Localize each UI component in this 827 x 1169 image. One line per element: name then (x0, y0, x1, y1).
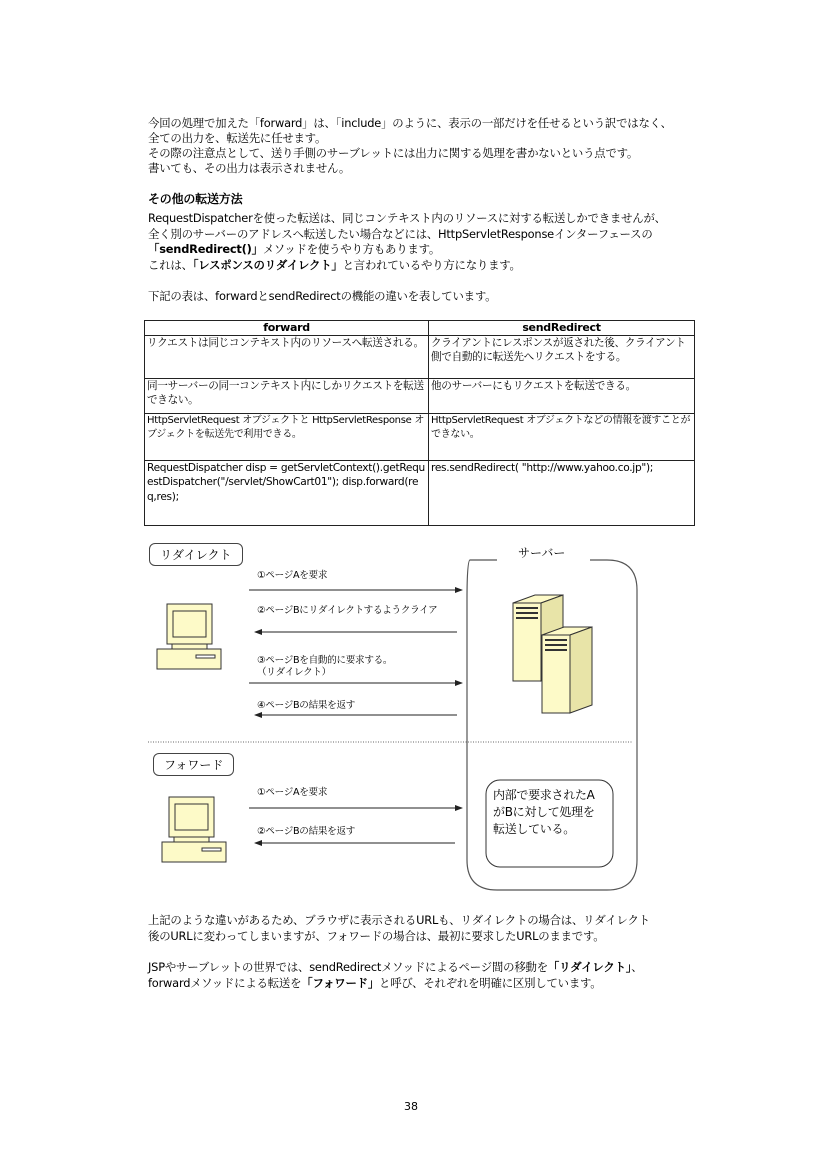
internal-note-line-2: がBに対して処理を (493, 805, 595, 819)
redirect-label: リダイレクト (149, 543, 243, 566)
redirect-step-4: ④ページBの結果を返す (257, 700, 356, 711)
table-cell: RequestDispatcher disp = getServletContext().getRequestDispatcher("/servlet/ShowCart01"); disp.forward(req,res); (145, 461, 429, 526)
send-redirect-emphasis: 「sendRedirect()」 (148, 242, 263, 256)
section-line-4: これは、「レスポンスのリダイレクト」と言われているやり方になります。 (148, 258, 521, 272)
redirect-step-2: ②ページBにリダイレクトするようクライア (257, 605, 438, 616)
response-redirect-emphasis: 「レスポンスのリダイレクト」 (192, 258, 343, 272)
intro-line-3: その際の注意点として、送り手側のサーブレットには出力に関する処理を書かないという点です。 (148, 146, 639, 160)
redirect-step-3-note: （リダイレクト） (257, 667, 331, 678)
computer-icon (157, 604, 221, 669)
table-cell: HttpServletRequest オブジェクトなどの情報を渡すことができない。 (429, 414, 695, 461)
page-number: 38 (404, 1100, 418, 1113)
header-send-redirect: sendRedirect (429, 321, 695, 336)
table-cell: HttpServletRequest オブジェクトと HttpServletResponse オブジェクトを転送先で利用できる。 (145, 414, 429, 461)
table-cell: クライアントにレスポンスが返された後、クライアント側で自動的に転送先へリクエストをする。 (429, 336, 695, 379)
header-forward: forward (145, 321, 429, 336)
intro-line-1: 今回の処理で加えた「forward」は、「include」のように、表示の一部だけを任せるという訳ではなく、 (148, 116, 672, 130)
table-cell: 同一サーバーの同一コンテキスト内にしかリクエストを転送できない。 (145, 379, 429, 414)
forward-emphasis: 「フォワード」 (301, 976, 380, 990)
table-cell: 他のサーバーにもリクエストを転送できる。 (429, 379, 695, 414)
server-title: サーバー (512, 544, 571, 561)
server-icon (513, 595, 592, 713)
conclusion-line-3: JSPやサーブレットの世界では、sendRedirectメソッドによるページ間の移動を「リダイレクト」、 (148, 960, 643, 974)
section-line-3: 「sendRedirect()」メソッドを使うやり方もあります。 (148, 242, 441, 256)
forward-label: フォワード (153, 753, 234, 776)
intro-line-2: 全ての出力を、転送先に任せます。 (148, 131, 327, 145)
redirect-step-3: ③ページBを自動的に要求する。 (257, 655, 393, 666)
internal-note-line-1: 内部で要求されたA (493, 788, 595, 802)
table-cell: リクエストは同じコンテキスト内のリソースへ転送される。 (145, 336, 429, 379)
forward-step-1: ①ページAを要求 (257, 787, 328, 798)
conclusion-line-2: 後のURLに変わってしまいますが、フォワードの場合は、最初に要求したURLのままです。 (148, 929, 605, 943)
computer-icon (162, 797, 226, 862)
conclusion-line-4: forwardメソッドによる転送を「フォワード」と呼び、それぞれを明確に区別しています。 (148, 976, 602, 990)
conclusion-line-1: 上記のような違いがあるため、ブラウザに表示されるURLも、リダイレクトの場合は、リダイレクト (148, 913, 650, 927)
redirect-step-1: ①ページAを要求 (257, 570, 328, 581)
section-heading: その他の転送方法 (148, 192, 243, 206)
table-intro: 下記の表は、forwardとsendRedirectの機能の違いを表しています。 (148, 289, 497, 303)
section-line-1: RequestDispatcherを使った転送は、同じコンテキスト内のリソースに対する転送しかできませんが、 (148, 211, 666, 225)
internal-note-line-3: 転送している。 (493, 822, 575, 836)
intro-line-4: 書いても、その出力は表示されません。 (148, 161, 351, 175)
section-line-2: 全く別のサーバーのアドレスへ転送したい場合などには、HttpServletResponseインターフェースの (148, 227, 653, 241)
forward-step-2: ②ページBの結果を返す (257, 826, 356, 837)
table-cell: res.sendRedirect( "http://www.yahoo.co.jp"); (429, 461, 695, 526)
redirect-emphasis: 「リダイレクト」 (547, 960, 632, 974)
